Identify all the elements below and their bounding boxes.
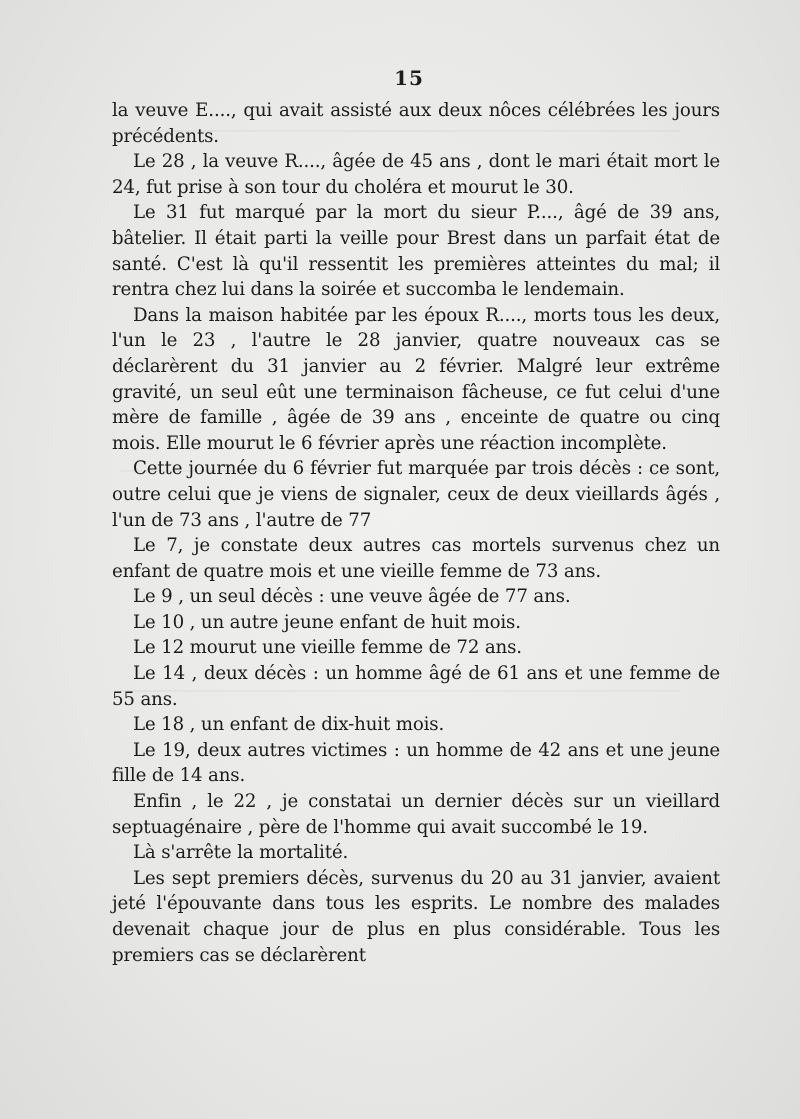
paragraph: Là s'arrête la mortalité. xyxy=(133,842,349,864)
paragraph: Le 10 , un autre jeune enfant de huit mois. xyxy=(133,611,521,633)
paragraph: Le 9 , un seul décès : une veuve âgée de 77 ans. xyxy=(133,586,571,608)
paragraph: Le 18 , un enfant de dix-huit mois. xyxy=(133,714,445,736)
paragraph: Le 12 mourut une vieille femme de 72 ans. xyxy=(133,637,522,659)
body-text xyxy=(112,98,720,968)
paragraph: Les sept premiers décès, survenus du 20 au 31 janvier, avaient jeté l'épouvante dans tous les esprits. Le nombre des malades devenait chaque jour de plus en plus considérable. Tous les premiers cas se déclarèrent xyxy=(112,867,720,966)
paragraph: Dans la maison habitée par les époux R...., morts tous les deux, l'un le 23 , l'autre le 28 janvier, quatre nouveaux cas se déclarèrent du 31 janvier au 2 février. Malgré leur extrême gravité, un seul eût une terminaison fâcheuse, ce fut celui d'une mère de famille , âgée de 39 ans , enceinte de quatre ou cinq mois. Elle mourut le 6 février après une réaction incomplète. xyxy=(112,304,720,454)
paragraph: Cette journée du 6 février fut marquée par trois décès : ce sont, outre celui que je viens de signaler, ceux de deux vieillards âgés , l'un de 73 ans , l'autre de 77 xyxy=(112,458,720,531)
page-number: 15 xyxy=(394,66,424,90)
paragraph: Le 31 fut marqué par la mort du sieur P...., âgé de 39 ans, bâtelier. Il était parti la veille pour Brest dans un parfait état de santé. C'est là qu'il ressentit les premières atteintes du mal; il rentra chez lui dans la soirée et succomba le lendemain. xyxy=(112,202,720,301)
paragraph: Le 19, deux autres victimes : un homme de 42 ans et une jeune fille de 14 ans. xyxy=(112,739,720,787)
paragraph: la veuve E...., qui avait assisté aux deux nôces célébrées les jours précédents. xyxy=(112,100,720,147)
paragraph: Le 28 , la veuve R...., âgée de 45 ans , dont le mari était mort le 24, fut prise à son tour du choléra et mourut le 30. xyxy=(112,151,720,198)
paragraph: Le 14 , deux décès : un homme âgé de 61 ans et une femme de 55 ans. xyxy=(112,663,720,710)
paragraph: Enfin , le 22 , je constatai un dernier décès sur un vieillard septuagénaire , père de l'homme qui avait succombé le 19. xyxy=(112,791,720,838)
paragraph: Le 7, je constate deux autres cas mortels survenus chez un enfant de quatre mois et une vieille femme de 73 ans. xyxy=(112,535,720,582)
